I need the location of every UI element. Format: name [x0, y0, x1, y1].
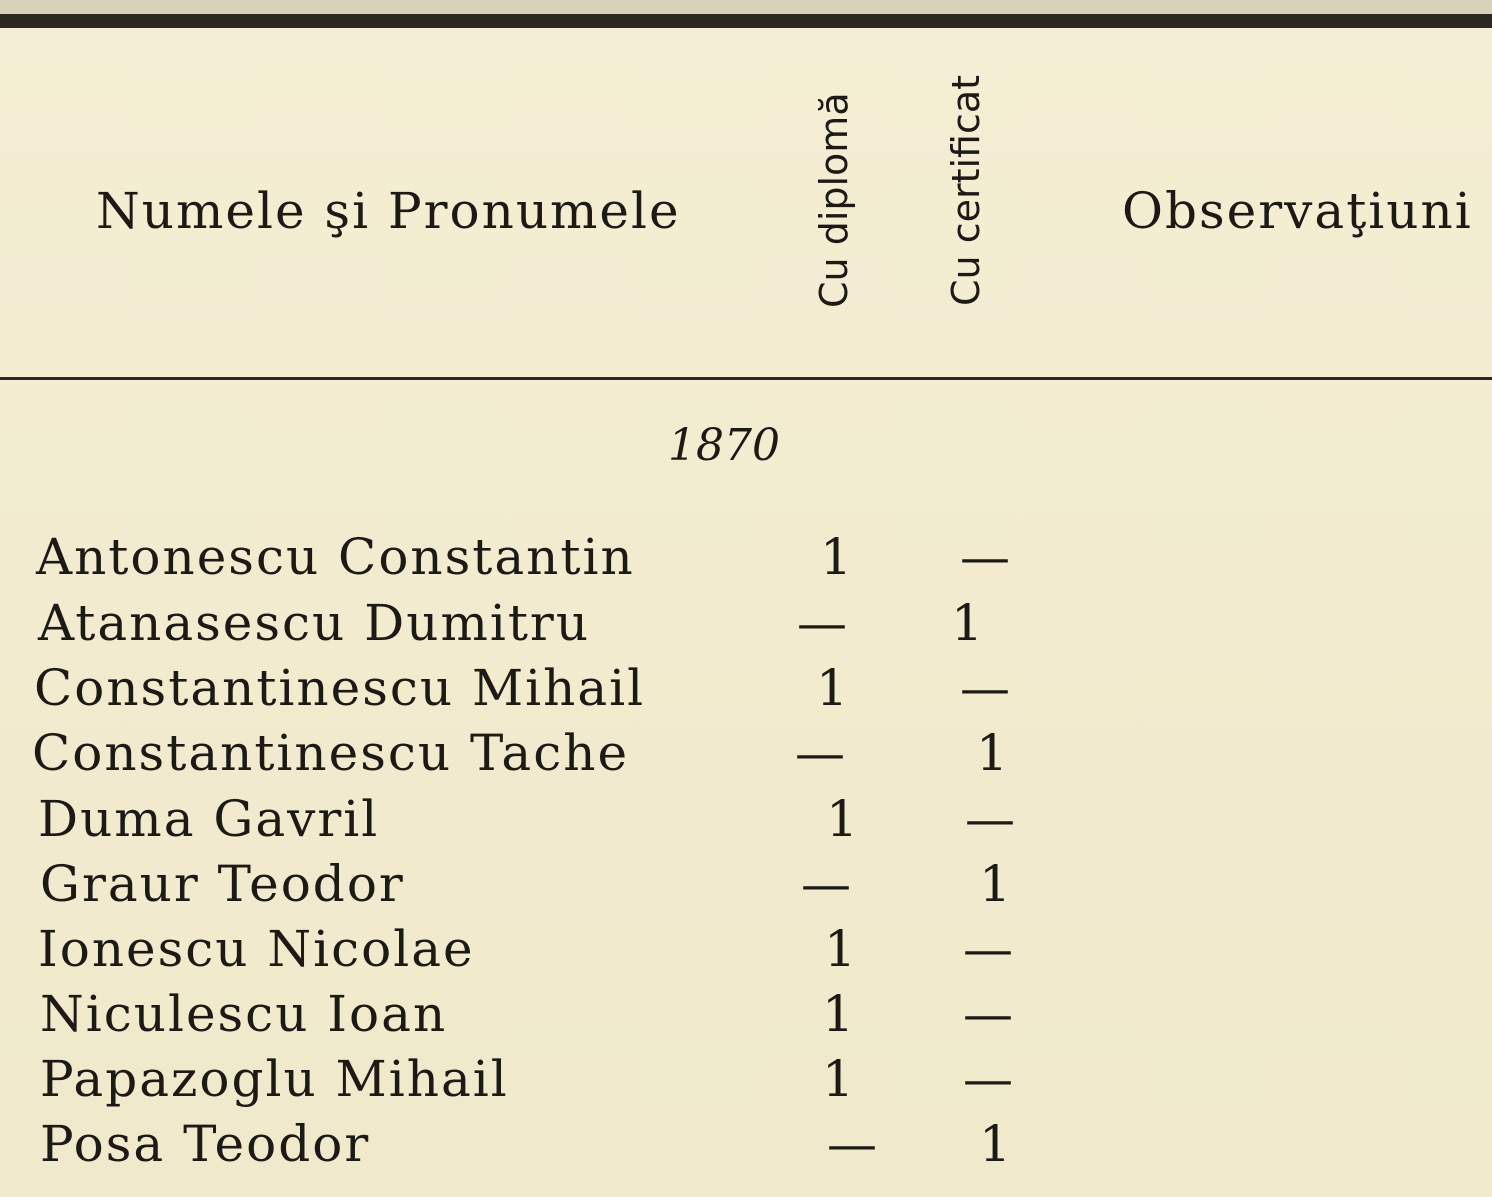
table-row: [0, 528, 1492, 590]
row-diploma: —: [795, 724, 845, 782]
row-diploma: —: [801, 855, 851, 913]
row-certificate: 1: [979, 855, 1011, 913]
row-diploma: 1: [824, 920, 856, 978]
row-diploma: 1: [826, 790, 858, 848]
row-name: Graur Teodor: [40, 855, 405, 913]
row-name: Duma Gavril: [38, 790, 380, 848]
table-row: [0, 724, 1492, 786]
row-certificate: —: [963, 920, 1013, 978]
row-diploma: 1: [816, 659, 848, 717]
header-rule: [0, 377, 1492, 380]
row-name: Niculescu Ioan: [40, 985, 448, 1043]
row-certificate: 1: [979, 1115, 1011, 1173]
row-diploma: 1: [822, 1050, 854, 1108]
table-row: [0, 594, 1492, 656]
page-top-edge: [0, 0, 1492, 14]
row-certificate: —: [960, 528, 1010, 586]
row-certificate: —: [963, 1050, 1013, 1108]
table-row: [0, 855, 1492, 917]
row-name: Papazoglu Mihail: [40, 1050, 509, 1108]
row-certificate: 1: [976, 724, 1008, 782]
table-row: [0, 1050, 1492, 1112]
header-name-column: Numele şi Pronumele: [96, 182, 681, 240]
row-name: Ionescu Nicolae: [38, 920, 475, 978]
row-name: Antonescu Constantin: [36, 528, 635, 586]
row-name: Constantinescu Tache: [32, 724, 630, 782]
table-row: [0, 790, 1492, 852]
row-name: Posa Teodor: [40, 1115, 371, 1173]
header-diploma-column: Cu diplomă: [812, 92, 856, 308]
table-row: [0, 1115, 1492, 1177]
row-diploma: —: [797, 594, 847, 652]
top-rule: [0, 14, 1492, 28]
row-name: Atanasescu Dumitru: [38, 594, 591, 652]
row-name: Constantinescu Mihail: [34, 659, 646, 717]
header-certificate-column: Cu certificat: [944, 75, 988, 307]
row-certificate: —: [965, 790, 1015, 848]
table-row: [0, 985, 1492, 1047]
header-observations-column: Observaţiuni: [1122, 182, 1473, 240]
row-diploma: 1: [820, 528, 852, 586]
row-certificate: 1: [951, 594, 983, 652]
year-heading: 1870: [668, 420, 780, 471]
row-certificate: —: [963, 985, 1013, 1043]
row-diploma: 1: [822, 985, 854, 1043]
table-row: [0, 659, 1492, 721]
table-row: [0, 920, 1492, 982]
row-certificate: —: [960, 659, 1010, 717]
row-diploma: —: [827, 1115, 877, 1173]
